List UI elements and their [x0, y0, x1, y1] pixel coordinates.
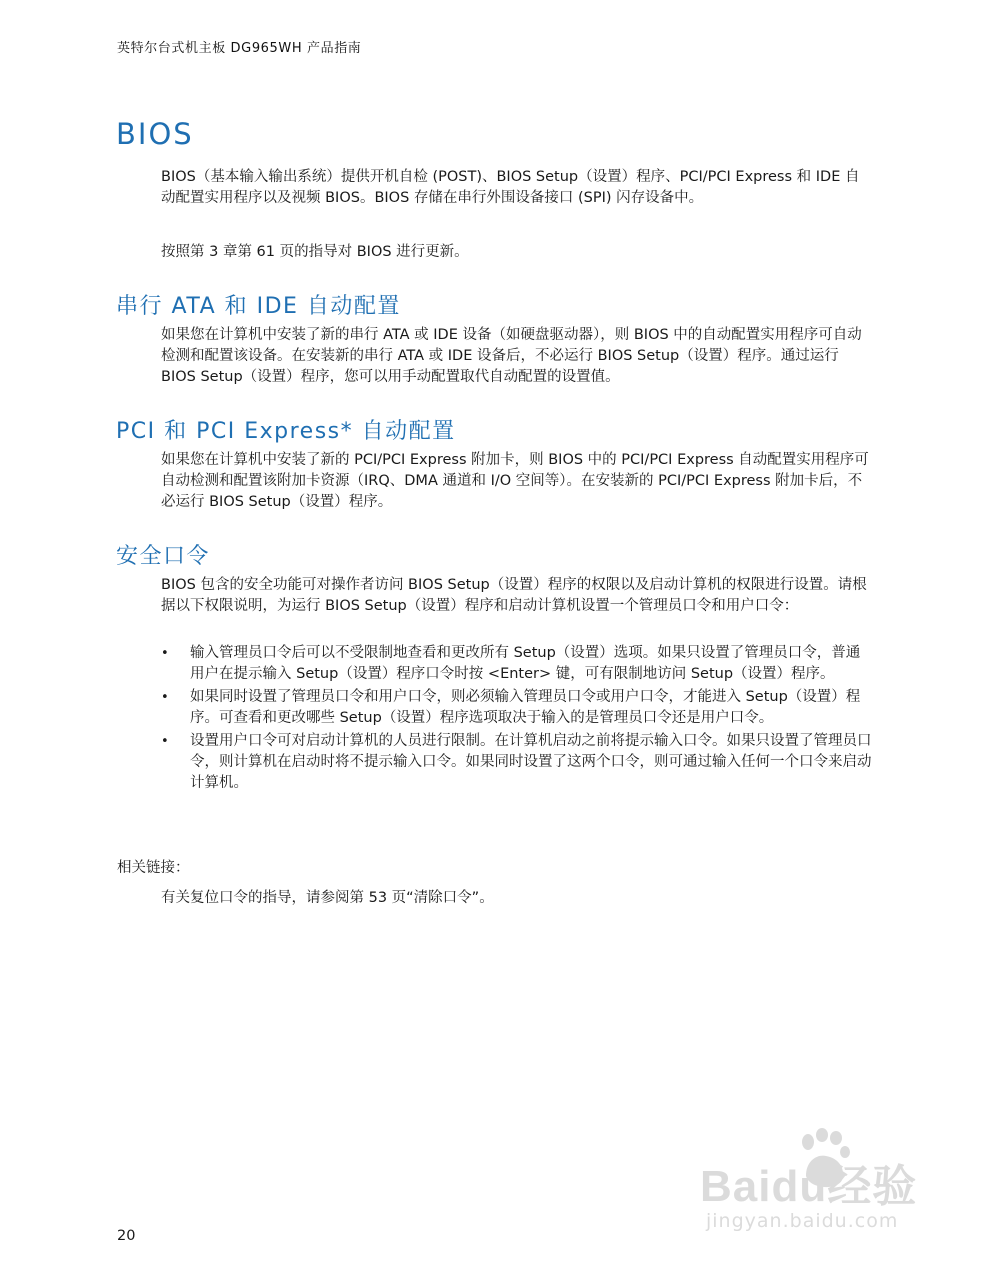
list-item: [161, 643, 873, 685]
list-item: [161, 731, 873, 794]
sata-paragraph: 如果您在计算机中安装了新的串行 ATA 或 IDE 设备（如硬盘驱动器），则 BIOS 中的自动配置实用程序可自动检测和配置该设备。在安装新的串行 ATA 或 IDE 设备后，不必运行 BIOS Setup（设置）程序。通过运行 BIOS Setup（设置）程序，您可以用手动配置取代自动配置的设置值。: [161, 327, 862, 385]
section-heading-security: 安全口令: [116, 544, 211, 569]
related-links-text: 有关复位口令的指导，请参阅第 53 页“清除口令”。: [161, 890, 494, 906]
bullet-text: 设置用户口令可对启动计算机的人员进行限制。在计算机启动之前将提示输入口令。如果只设置了管理员口令，则计算机在启动时将不提示输入口令。如果同时设置了这两个口令，则可通过输入任何一个口令来启动计算机。: [190, 733, 872, 791]
section-heading-pci: PCI 和 PCI Express* 自动配置: [116, 419, 456, 444]
bullet-text: 如果同时设置了管理员口令和用户口令，则必须输入管理员口令或用户口令，才能进入 Setup（设置）程序。可查看和更改哪些 Setup（设置）程序选项取决于输入的是管理员口令还是用户口令。: [190, 689, 861, 726]
security-bullet-list: [161, 643, 873, 796]
security-paragraph: BIOS 包含的安全功能可对操作者访问 BIOS Setup（设置）程序的权限以及启动计算机的权限进行设置。请根据以下权限说明，为运行 BIOS Setup（设置）程序和启动计算机设置一个管理员口令和用户口令：: [161, 577, 867, 614]
bios-paragraph-2: 按照第 3 章第 61 页的指导对 BIOS 进行更新。: [161, 244, 469, 260]
bullet-text: 输入管理员口令后可以不受限制地查看和更改所有 Setup（设置）选项。如果只设置了管理员口令，普通用户在提示输入 Setup（设置）程序口令时按 <Enter> 键，可有限制地访问 Setup（设置）程序。: [190, 645, 861, 682]
page-number: 20: [117, 1228, 136, 1244]
section-heading-bios: BIOS: [116, 117, 194, 151]
bullet-dot-icon: •: [161, 646, 169, 661]
bullet-dot-icon: •: [161, 734, 169, 749]
list-item: [161, 687, 873, 729]
watermark-brand: Baidu经验: [700, 1162, 918, 1211]
bios-paragraph-1: BIOS（基本输入输出系统）提供开机自检 (POST)、BIOS Setup（设置）程序、PCI/PCI Express 和 IDE 自动配置实用程序以及视频 BIOS。BIOS 存储在串行外围设备接口 (SPI) 闪存设备中。: [161, 169, 860, 206]
related-links-label: 相关链接：: [117, 860, 190, 876]
pci-paragraph: 如果您在计算机中安装了新的 PCI/PCI Express 附加卡，则 BIOS 中的 PCI/PCI Express 自动配置实用程序可自动检测和配置该附加卡资源（IRQ、DMA 通道和 I/O 空间等）。在安装新的 PCI/PCI Express 附加卡后，不必运行 BIOS Setup（设置）程序。: [161, 452, 869, 510]
bullet-dot-icon: •: [161, 690, 169, 705]
baidu-watermark: [700, 1128, 940, 1248]
document-header: 英特尔台式机主板 DG965WH 产品指南: [117, 41, 362, 56]
section-heading-sata: 串行 ATA 和 IDE 自动配置: [116, 294, 401, 319]
watermark-url: jingyan.baidu.com: [706, 1210, 899, 1232]
